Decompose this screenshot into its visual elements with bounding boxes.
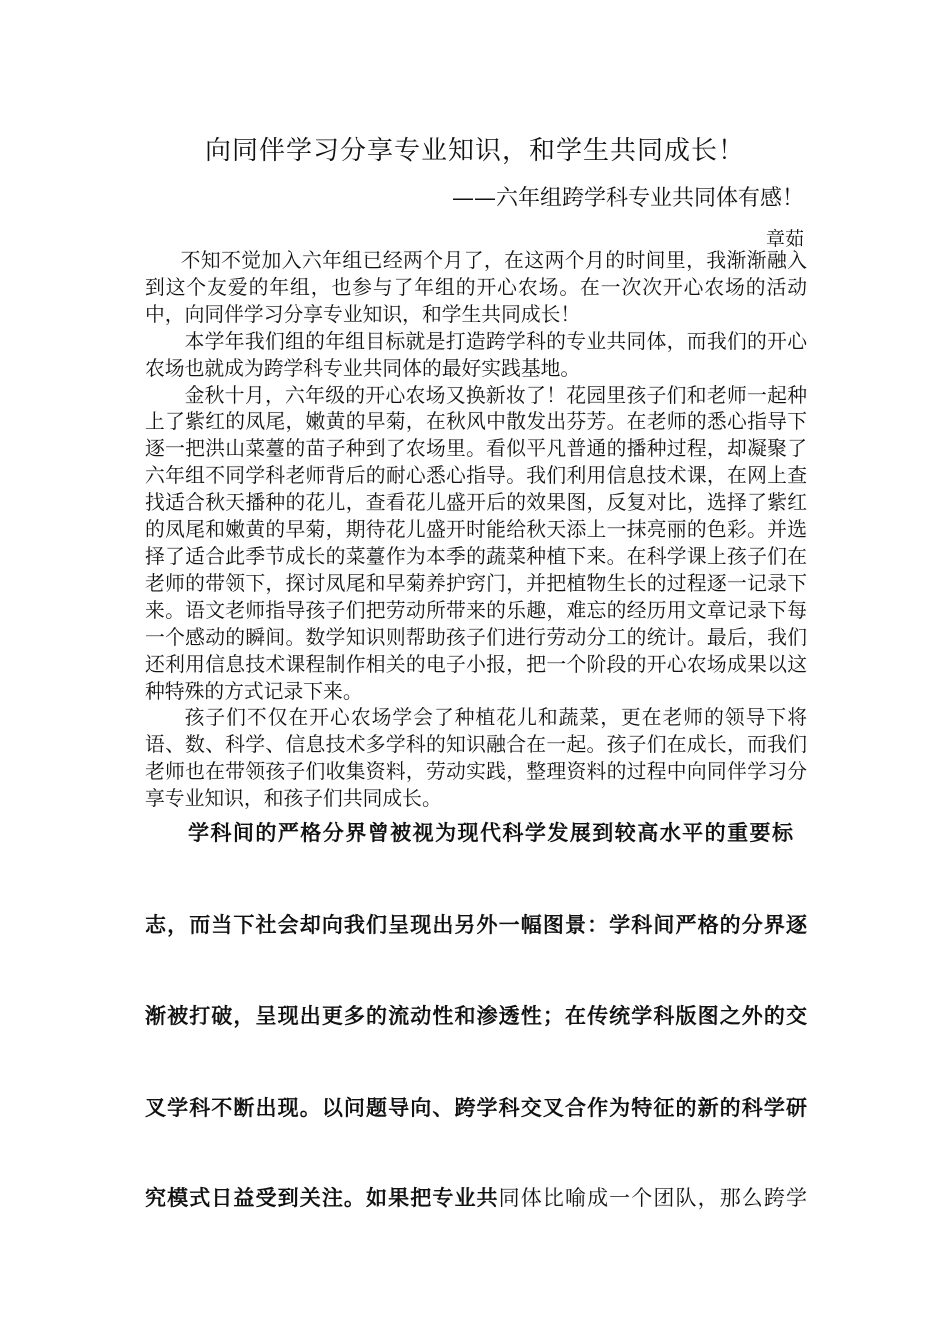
essay-line-5-bold: 究模式日益受到关注。如果把专业共 — [145, 1186, 499, 1210]
author-name: 章茹 — [765, 228, 804, 250]
paragraph-farm-activities: 金秋十月，六年级的开心农场又换新妆了！花园里孩子们和老师一起种上了紫红的凤尾，嫩黄的早菊，在秋风中散发出芬芳。在老师的悉心指导下逐一把洪山菜薹的苗子种到了农场里。看似平凡普通的播种过程，却凝聚了六年组不同学科老师背后的耐心悉心指导。我们利用信息技术课，在网上查找适合秋天播种的花儿，查看花儿盛开后的效果图，反复对比，选择了紫红的凤尾和嫩黄的早菊，期待花儿盛开时能给秋天添上一抹亮丽的色彩。并选择了适合此季节成长的菜薹作为本季的蔬菜种植下来。在科学课上孩子们在老师的带领下，探讨凤尾和早菊养护窍门，并把植物生长的过程逐一记录下来。语文老师指导孩子们把劳动所带来的乐趣，难忘的经历用文章记录下每一个感动的瞬间。数学知识则帮助孩子们进行劳动分工的统计。最后，我们还利用信息技术课程制作相关的电子小报，把一个阶段的开心农场成果以这种特殊的方式记录下来。 — [145, 383, 807, 703]
essay-line-4: 叉学科不断出现。以问题导向、跨学科交叉合作为特征的新的科学研 — [145, 1096, 807, 1120]
document-title: 向同伴学习分享专业知识，和学生共同成长！ — [204, 136, 745, 166]
essay-line-3: 渐被打破，呈现出更多的流动性和渗透性；在传统学科版图之外的交 — [145, 1004, 807, 1028]
paragraph-intro: 不知不觉加入六年组已经两个月了，在这两个月的时间里，我渐渐融入到这个友爱的年组，也参与了年组的开心农场。在一次次开心农场的活动中，向同伴学习分享专业知识，和学生共同成长！ — [145, 249, 807, 326]
essay-line-1: 学科间的严格分界曾被视为现代科学发展到较高水平的重要标 — [188, 821, 793, 845]
paragraph-growth: 孩子们不仅在开心农场学会了种植花儿和蔬菜，更在老师的领导下将语、数、科学、信息技术多学科的知识融合在一起。孩子们在成长，而我们老师也在带领孩子们收集资料，劳动实践，整理资料的过程中向同伴学习分享专业知识，和孩子们共同成长。 — [145, 706, 807, 811]
essay-line-5 — [145, 1183, 807, 1213]
paragraph-goal: 本学年我们组的年组目标就是打造跨学科的专业共同体，而我们的开心农场也就成为跨学科专业共同体的最好实践基地。 — [145, 329, 807, 380]
essay-line-2: 志，而当下社会却向我们呈现出另外一幅图景：学科间严格的分界逐 — [145, 913, 807, 937]
essay-line-5-tail: 同体比喻成一个团队，那么跨学 — [498, 1186, 807, 1210]
document-subtitle: ——六年组跨学科专业共同体有感！ — [451, 186, 804, 211]
article-body — [145, 248, 807, 813]
